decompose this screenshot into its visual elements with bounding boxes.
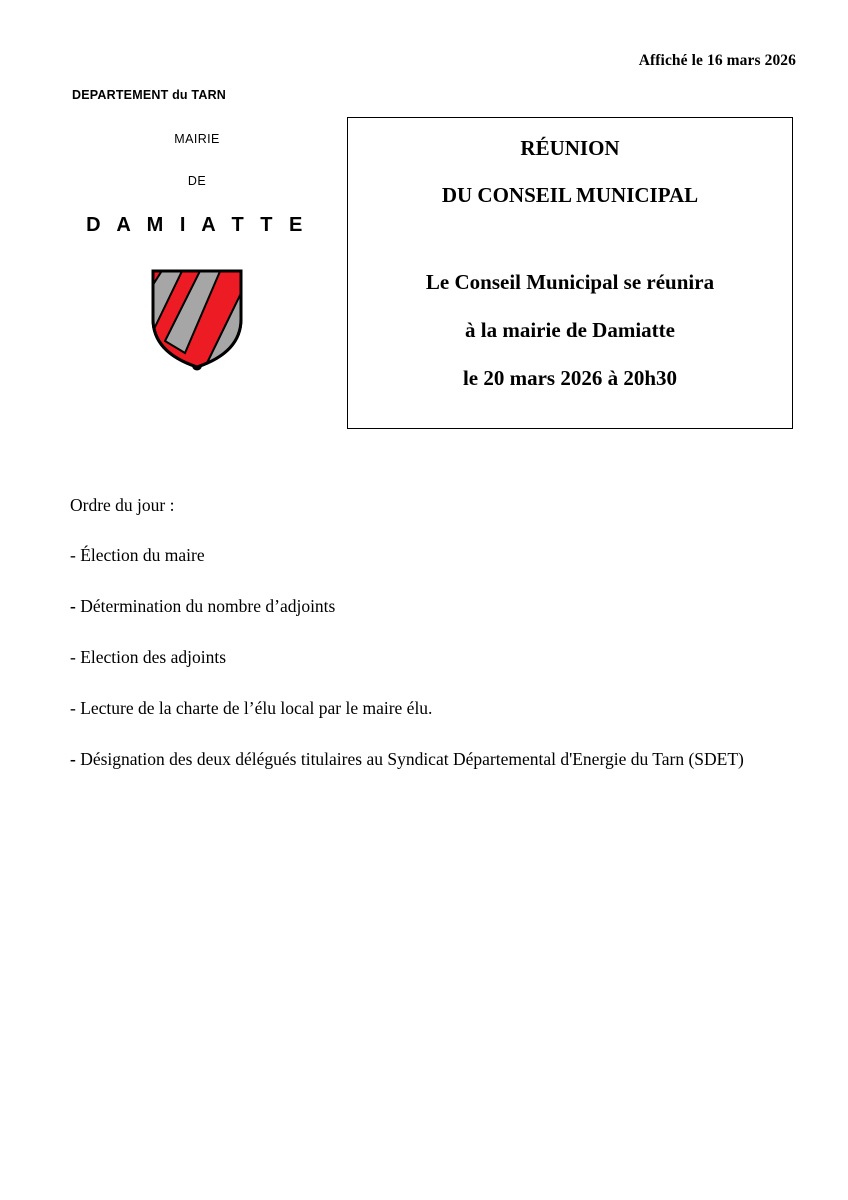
- mairie-label: MAIRIE: [174, 132, 220, 146]
- agenda-item-marker: -: [70, 697, 76, 718]
- agenda-item-text: Désignation des deux délégués titulaires au Syndicat Départemental d'Energie du Tarn (SDET): [80, 748, 744, 769]
- notice-body-line-2: à la mairie de Damiatte: [465, 318, 675, 342]
- coat-of-arms-icon: [72, 267, 322, 375]
- de-label: DE: [187, 174, 207, 188]
- notice-body-line-1: Le Conseil Municipal se réunira: [425, 270, 715, 294]
- agenda-heading: Ordre du jour :: [70, 495, 175, 515]
- posted-date: Affiché le 16 mars 2026: [638, 52, 796, 69]
- agenda-item-marker: -: [70, 595, 76, 616]
- agenda-item-text: Election des adjoints: [80, 646, 227, 667]
- department-label: DEPARTEMENT du TARN: [72, 88, 227, 102]
- agenda-item: [70, 596, 800, 618]
- agenda-item-marker: -: [70, 646, 76, 667]
- agenda-item-marker: -: [70, 545, 76, 565]
- agenda-item: [70, 647, 800, 669]
- agenda-item: [70, 749, 800, 771]
- notice-body-line-3: le 20 mars 2026 à 20h30: [462, 366, 678, 390]
- agenda-item-marker: -: [70, 748, 76, 769]
- notice-title-line-2: DU CONSEIL MUNICIPAL: [441, 183, 699, 207]
- agenda-item: [70, 545, 800, 567]
- commune-name: D A M I A T T E: [86, 214, 308, 236]
- meeting-notice-box: [347, 117, 793, 429]
- notice-title-line-1: RÉUNION: [520, 136, 620, 160]
- agenda-item-text: Élection du maire: [80, 545, 205, 565]
- agenda-item: [70, 698, 800, 720]
- letterhead: [72, 88, 322, 375]
- agenda-section: [70, 495, 800, 770]
- agenda-item-text: Détermination du nombre d’adjoints: [80, 595, 336, 616]
- agenda-item-text: Lecture de la charte de l’élu local par le maire élu.: [80, 697, 433, 718]
